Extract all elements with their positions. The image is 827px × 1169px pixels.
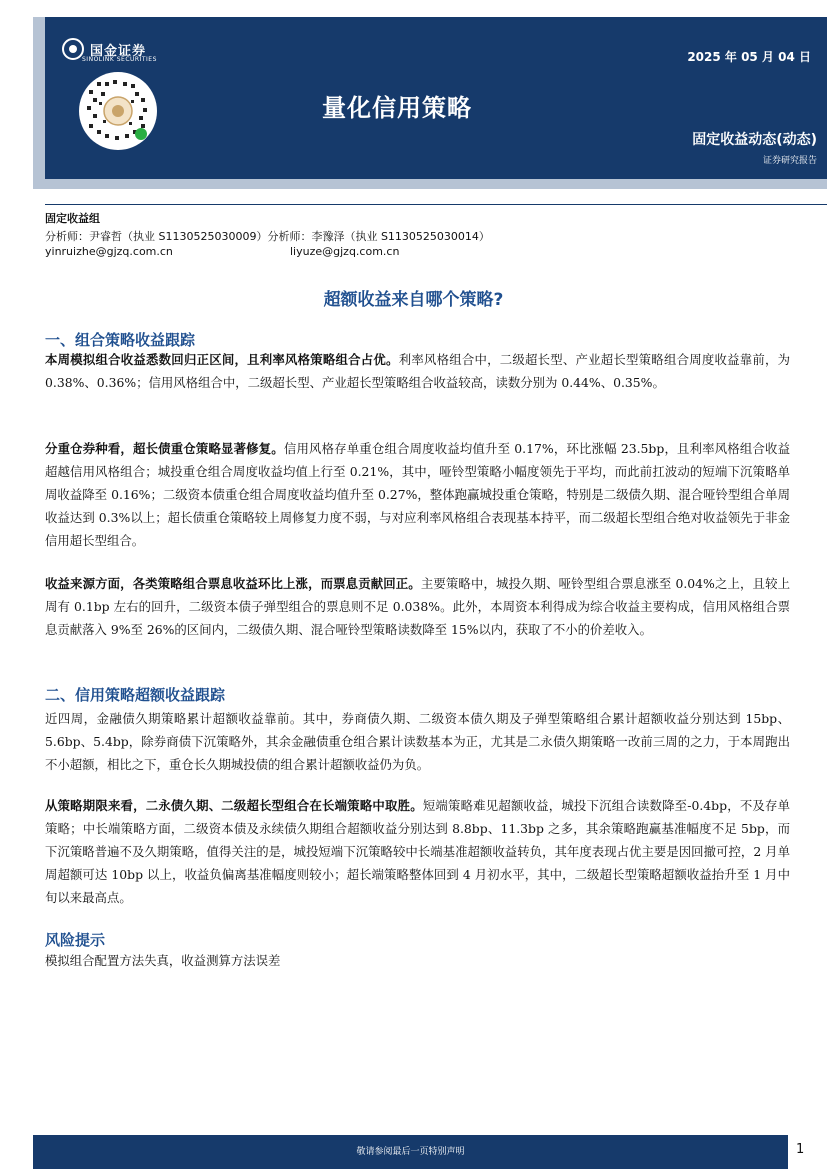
section-2-title: 二、信用策略超额收益跟踪 [45, 686, 226, 704]
analyst-email-2: liyuze@gjzq.com.cn [290, 245, 400, 258]
paragraph-1 [45, 348, 790, 394]
header-divider [45, 204, 827, 205]
logo-text-en: SINOLINK SECURITIES [82, 56, 157, 63]
section-1-title: 一、组合策略收益跟踪 [45, 331, 196, 349]
paragraph-2-lead: 分重仓券种看，超长债重仓策略显著修复。 [45, 441, 284, 456]
analyst-email-1: yinruizhe@gjzq.com.cn [45, 245, 173, 258]
paragraph-3-body: 主要策略中，城投久期、哑铃型组合票息涨至 0.04%之上，且较上周有 0.1bp 左右的回升，二级资本债子弹型组合的票息则不足 0.038%。此外，本周资本利得成为综合收益主要构成，信用风格组合票息贡献落入 9%至 26%的区间内，二级债久期、混合哑铃型策略读数降至 15%以内，获取了不小的价差收入。 [45, 576, 791, 637]
paragraph-4-body: 近四周，金融债久期策略累计超额收益靠前。其中，券商债久期、二级资本债久期及子弹型策略组合累计超额收益分别达到 15bp、5.6bp、5.4bp，除券商债下沉策略外，其余金融债重仓组合累计读数基本为正，尤其是二永债久期策略一改前三周的之力，于本周跑出不小超额，相比之下，重仓长久期城投债的组合累计超额收益仍为负。 [45, 711, 790, 772]
paragraph-1-body: 利率风格组合中，二级超长型、产业超长型策略组合周度收益靠前，为 0.38%、0.36%；信用风格组合中，二级超长型、产业超长型策略组合收益较高，读数分别为 0.44%、0.35%。 [45, 352, 791, 390]
paragraph-2-body: 信用风格存单重仓组合周度收益均值升至 0.17%，环比涨幅 23.5bp，且利率风格组合收益超越信用风格组合；城投重仓组合周度收益均值上行至 0.21%，其中，哑铃型策略小幅度领先于平均，而此前扛波动的短端下沉策略单周收益降至 0.16%；二级资本债重仓组合周度收益均值升至 0.27%，整体跑赢城投重仓策略，特别是二级债久期、混合哑铃型组合单周收益达到 0.3%以上；超长债重仓策略较上周修复力度不弱，与对应利率风格组合表现基本持平，而二级超长型组合绝对收益领先于非金信用超长型组合。 [45, 441, 790, 548]
logo-mark-icon [62, 38, 84, 60]
analyst-line: 分析师：尹睿哲（执业 S1130525030009）分析师：李豫泽（执业 S1130525030014） [45, 230, 490, 243]
paragraph-3-lead: 收益来源方面，各类策略组合票息收益环比上涨，而票息贡献回正。 [45, 576, 421, 591]
report-type-tag: 证券研究报告 [762, 156, 817, 166]
footer-bar [33, 1135, 788, 1169]
report-title: 量化信用策略 [322, 94, 472, 122]
paragraph-2 [45, 437, 790, 552]
paragraph-5-lead: 从策略期限来看，二永债久期、二级超长型组合在长端策略中取胜。 [45, 798, 423, 813]
report-headline: 超额收益来自哪个策略? [323, 290, 504, 310]
page-number: 1 [796, 1142, 805, 1157]
author-group: 固定收益组 [45, 212, 100, 225]
paragraph-1-lead: 本周模拟组合收益悉数回归正区间，且利率风格策略组合占优。 [45, 352, 399, 367]
paragraph-3 [45, 572, 790, 641]
paragraph-5-body: 短端策略难见超额收益，城投下沉组合读数降至-0.4bp，不及存单策略；中长端策略方面，二级资本债及永续债久期组合超额收益分别达到 8.8bp、11.3bp 之多，其余策略跑赢基准幅度不足 5bp，而下沉策略普遍不及久期策略，值得关注的是，城投短端下沉策略较中长端基准超额收益转负，其年度表现占优主要是因回撤可控，2 月单周超额可达 10bp 以上，收益负偏离基准幅度则较小；超长端策略整体回到 4 月初水平，其中，二级超长型策略超额收益抬升至 1 月中旬以来最高点。 [45, 798, 790, 905]
paragraph-4 [45, 707, 790, 776]
risk-text: 模拟组合配置方法失真，收益测算方法误差 [45, 953, 281, 968]
qr-code-icon [79, 72, 157, 150]
footer-notice: 敬请参阅最后一页特别声明 [356, 1147, 465, 1157]
logo-text-cn: 国金证券 [90, 43, 147, 59]
report-date: 2025 年 05 月 04 日 [687, 50, 811, 64]
risk-title: 风险提示 [45, 931, 106, 949]
paragraph-5 [45, 794, 790, 909]
report-subtitle: 固定收益动态(动态) [692, 132, 817, 148]
